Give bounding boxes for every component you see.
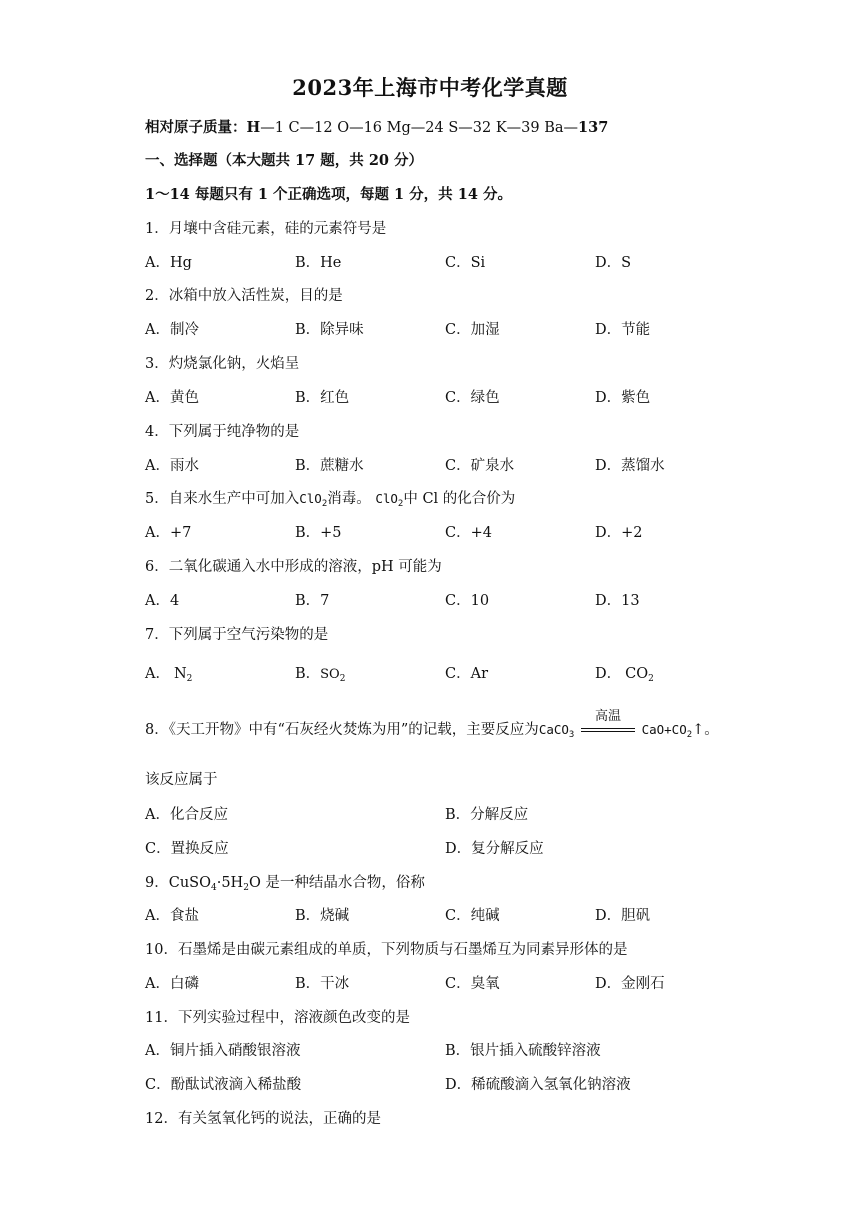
- reaction-condition: 高温: [594, 709, 621, 724]
- q5-option-a: A．+7: [145, 525, 192, 541]
- atomic-mass-line: [145, 118, 608, 138]
- q6-option-a: A．4: [145, 593, 180, 609]
- q10-option-c: C．臭氧: [445, 976, 500, 992]
- q9-option-c: C．纯碱: [445, 908, 500, 924]
- section-subheading: 1～14 每题只有 1 个正确选项，每题 1 分，共 14 分。: [145, 186, 512, 203]
- question-5-stem: [145, 489, 515, 514]
- question-2-stem: 2．冰箱中放入活性炭，目的是: [145, 288, 343, 304]
- q5-stem-part3: 中 Cl 的化合价为: [403, 491, 516, 507]
- q4-option-a: A．雨水: [145, 458, 199, 474]
- q8-option-d: D．复分解反应: [445, 841, 544, 857]
- question-3-stem: 3．灼烧氯化钠，火焰呈: [145, 356, 300, 372]
- q1-option-a: A．Hg: [145, 255, 192, 271]
- q6-option-b: B．7: [295, 593, 330, 609]
- q7-formula-n2: $N_2$: [173, 666, 193, 684]
- q9-option-a: A．食盐: [145, 908, 199, 924]
- question-8-stem: 8．《天工开物》中有“石灰经火焚炼为用”的记载，主要反应为CaCO$_3$ 高温 $CaO+CO_2↑$。: [145, 709, 719, 740]
- q8-option-b: B．分解反应: [445, 807, 529, 823]
- q8-option-c: C．置换反应: [145, 841, 229, 857]
- q5-formula-clo2-second: ClO$_2$: [375, 491, 404, 509]
- question-12-stem: 12．有关氢氧化钙的说法，正确的是: [145, 1111, 381, 1127]
- q5-formula-clo2: ClO$_2$: [299, 491, 328, 509]
- q6-option-d: D．13: [595, 593, 640, 609]
- gas-arrow-icon: ↑: [692, 722, 705, 738]
- reaction-arrow: [579, 709, 637, 740]
- q11-option-c: C．酚酞试液滴入稀盐酸: [145, 1077, 302, 1093]
- q5-stem-part1: 5．自来水生产中可加入: [145, 491, 300, 507]
- q1-option-b: B．He: [295, 255, 342, 271]
- q7-option-d: D． $CO_2$: [595, 666, 654, 684]
- question-11-stem: 11．下列实验过程中，溶液颜色改变的是: [145, 1010, 410, 1026]
- question-9-stem: 9．$CuSO_4\cdot 5H_2O$ 是一种结晶水合物，俗称: [145, 875, 425, 893]
- q4-option-c: C．矿泉水: [445, 458, 515, 474]
- section-heading: 一、选择题（本大题共 17 题，共 20 分）: [145, 152, 424, 169]
- q2-option-d: D．节能: [595, 322, 651, 338]
- q2-option-c: C．加湿: [445, 322, 500, 338]
- q8-reactant: CaCO$_3$: [538, 722, 575, 740]
- q10-option-d: D．金刚石: [595, 976, 665, 992]
- q1-option-d: D．S: [595, 255, 632, 271]
- q4-option-d: D．蒸馏水: [595, 458, 665, 474]
- q3-option-c: C．绿色: [445, 390, 500, 406]
- q7-formula-co2: $CO_2$: [625, 666, 654, 684]
- q11-option-b: B．银片插入硫酸锌溶液: [445, 1043, 601, 1059]
- q5-option-b: B．+5: [295, 525, 342, 541]
- question-1-stem: 1．月壤中含硅元素，硅的元素符号是: [145, 221, 387, 237]
- q5-option-d: D．+2: [595, 525, 643, 541]
- q5-option-c: C．+4: [445, 525, 492, 541]
- q10-option-a: A．白磷: [145, 976, 199, 992]
- q8-stem-part1: 8．《天工开物》中有“石灰经火焚炼为用”的记载，主要反应为: [145, 722, 539, 738]
- q7-formula-so2: $SO_2$: [320, 667, 346, 684]
- q4-option-b: B．蔗糖水: [295, 458, 364, 474]
- q11-option-a: A．铜片插入硝酸银溶液: [145, 1043, 301, 1059]
- q9-option-d: D．胆矾: [595, 908, 651, 924]
- q3-option-d: D．紫色: [595, 390, 651, 406]
- q1-option-c: C．Si: [445, 255, 486, 271]
- q10-option-b: B．干冰: [295, 976, 350, 992]
- q7-option-b: B．$SO_2$: [295, 666, 346, 684]
- question-4-stem: 4．下列属于纯净物的是: [145, 424, 300, 440]
- atomic-mass-label: 相对原子质量：: [145, 119, 247, 136]
- atomic-mass-ba: 137: [578, 119, 609, 136]
- q6-option-c: C．10: [445, 593, 490, 609]
- q7-option-c: C．Ar: [445, 666, 488, 682]
- q2-option-a: A．制冷: [145, 322, 199, 338]
- atomic-mass-h: H: [246, 119, 261, 136]
- question-8-continuation: 该反应属于: [145, 772, 218, 788]
- q5-stem-part2: 消毒。: [327, 491, 371, 507]
- q9-option-b: B．烧碱: [295, 908, 350, 924]
- q8-products: $CaO+CO_2$: [641, 722, 693, 740]
- q2-option-b: B．除异味: [295, 322, 364, 338]
- q3-option-a: A．黄色: [145, 390, 199, 406]
- question-7-stem: 7．下列属于空气污染物的是: [145, 627, 329, 643]
- q11-option-d: D．稀硫酸滴入氢氧化钠溶液: [445, 1077, 631, 1093]
- q7-option-a: A． $N_2$: [145, 666, 193, 684]
- question-10-stem: 10．石墨烯是由碳元素组成的单质，下列物质与石墨烯互为同素异形体的是: [145, 942, 628, 958]
- question-6-stem: 6．二氧化碳通入水中形成的溶液，pH 可能为: [145, 559, 442, 575]
- q3-option-b: B．红色: [295, 390, 350, 406]
- q8-option-a: A．化合反应: [145, 807, 228, 823]
- page-title: 2023年上海市中考化学真题: [292, 75, 568, 100]
- atomic-mass-values: —1 C—12 O—16 Mg—24 S—32 K—39 Ba—: [260, 120, 579, 136]
